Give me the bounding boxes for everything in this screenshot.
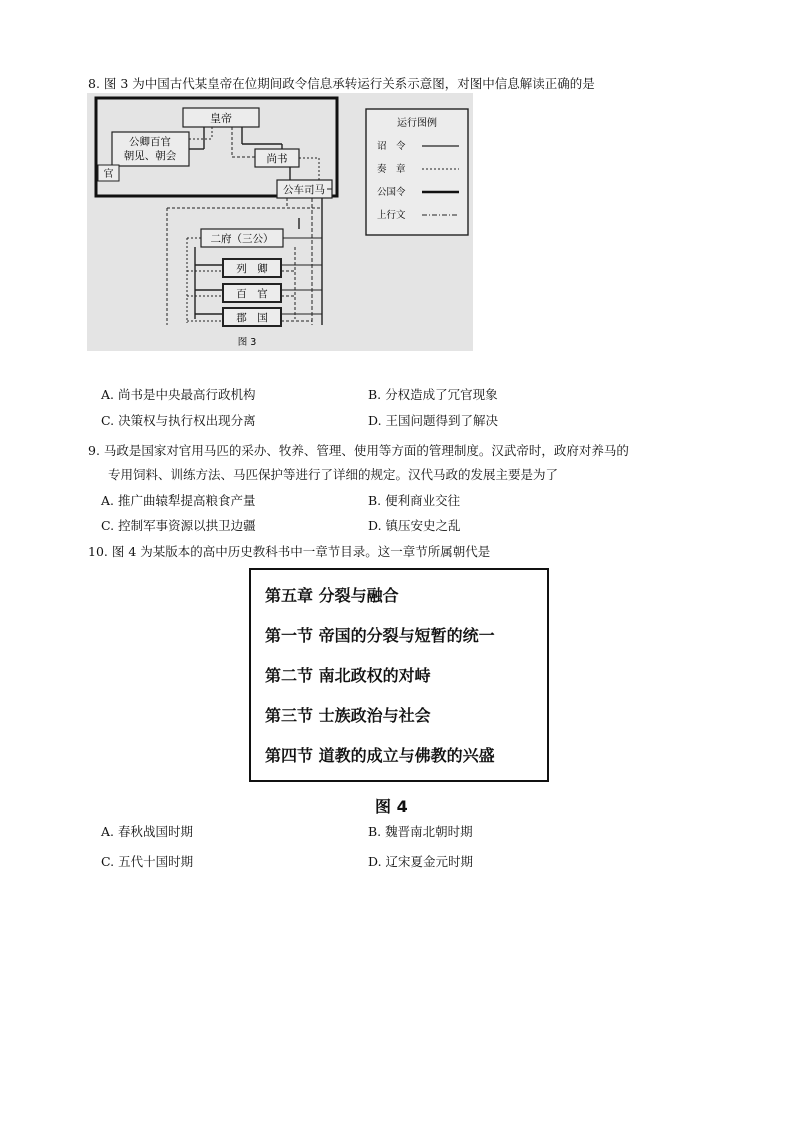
legend-item-3: 公国令 [377,187,406,198]
figure-4-table-of-contents [249,568,549,782]
fig3-gongche: 公车司马 [283,184,325,196]
fig3-erfu: 二府（三公） [210,233,274,245]
q10-option-a: A. 春秋战国时期 [101,824,193,839]
q9-option-d: D. 镇压安史之乱 [368,518,461,533]
fig3-officials-2: 朝见、朝会 [123,150,177,162]
q8-option-c: C. 决策权与执行权出现分离 [101,413,256,428]
legend-item-4: 上行文 [377,210,406,221]
q10-option-b: B. 魏晋南北朝时期 [368,824,473,839]
q10-stem: 10. 图 4 为某版本的高中历史教科书中一章节目录。这一章节所属朝代是 [88,544,491,559]
fig3-officials-1: 公卿百官 [129,136,171,148]
q8-option-a: A. 尚书是中央最高行政机构 [101,387,256,402]
figure-3-diagram [87,93,473,351]
toc-chapter: 第五章 分裂与融合 [265,586,399,605]
legend-item-1: 诏 令 [377,141,406,152]
q8-option-d: D. 王国问题得到了解决 [368,413,499,428]
fig3-caption: 图 3 [237,337,257,348]
fig3-lieqing: 列 卿 [236,263,268,275]
q10-option-c: C. 五代十国时期 [101,854,194,869]
fig3-junguo: 郡 国 [236,312,268,324]
toc-section-3: 第三节 士族政治与社会 [265,706,431,725]
toc-section-2: 第二节 南北政权的对峙 [265,666,431,685]
legend-item-2: 奏 章 [377,164,406,175]
q9-option-b: B. 便利商业交往 [368,493,461,508]
fig3-palace: 官 [103,169,114,180]
toc-section-4: 第四节 道教的成立与佛教的兴盛 [265,746,495,765]
fig3-baiguan: 百 官 [236,288,268,300]
q9-option-a: A. 推广曲辕犁提高粮食产量 [101,493,256,508]
q9-stem-line1: 9. 马政是国家对官用马匹的采办、牧养、管理、使用等方面的管理制度。汉武帝时，政府对养马的 [88,443,629,458]
fig3-emperor: 皇帝 [210,112,232,125]
q10-option-d: D. 辽宋夏金元时期 [368,854,474,869]
toc-section-1: 第一节 帝国的分裂与短暂的统一 [265,626,495,645]
q9-option-c: C. 控制军事资源以拱卫边疆 [101,518,256,533]
q9-stem-line2: 专用饲料、训练方法、马匹保护等进行了详细的规定。汉代马政的发展主要是为了 [108,467,559,482]
fig3-shangshu: 尚书 [266,153,288,165]
fig4-caption: 图 4 [375,797,408,816]
q8-option-b: B. 分权造成了冗官现象 [368,387,498,402]
q8-stem: 8. 图 3 为中国古代某皇帝在位期间政令信息承转运行关系示意图，对图中信息解读正确的是 [88,76,595,91]
legend-title: 运行图例 [397,118,437,129]
